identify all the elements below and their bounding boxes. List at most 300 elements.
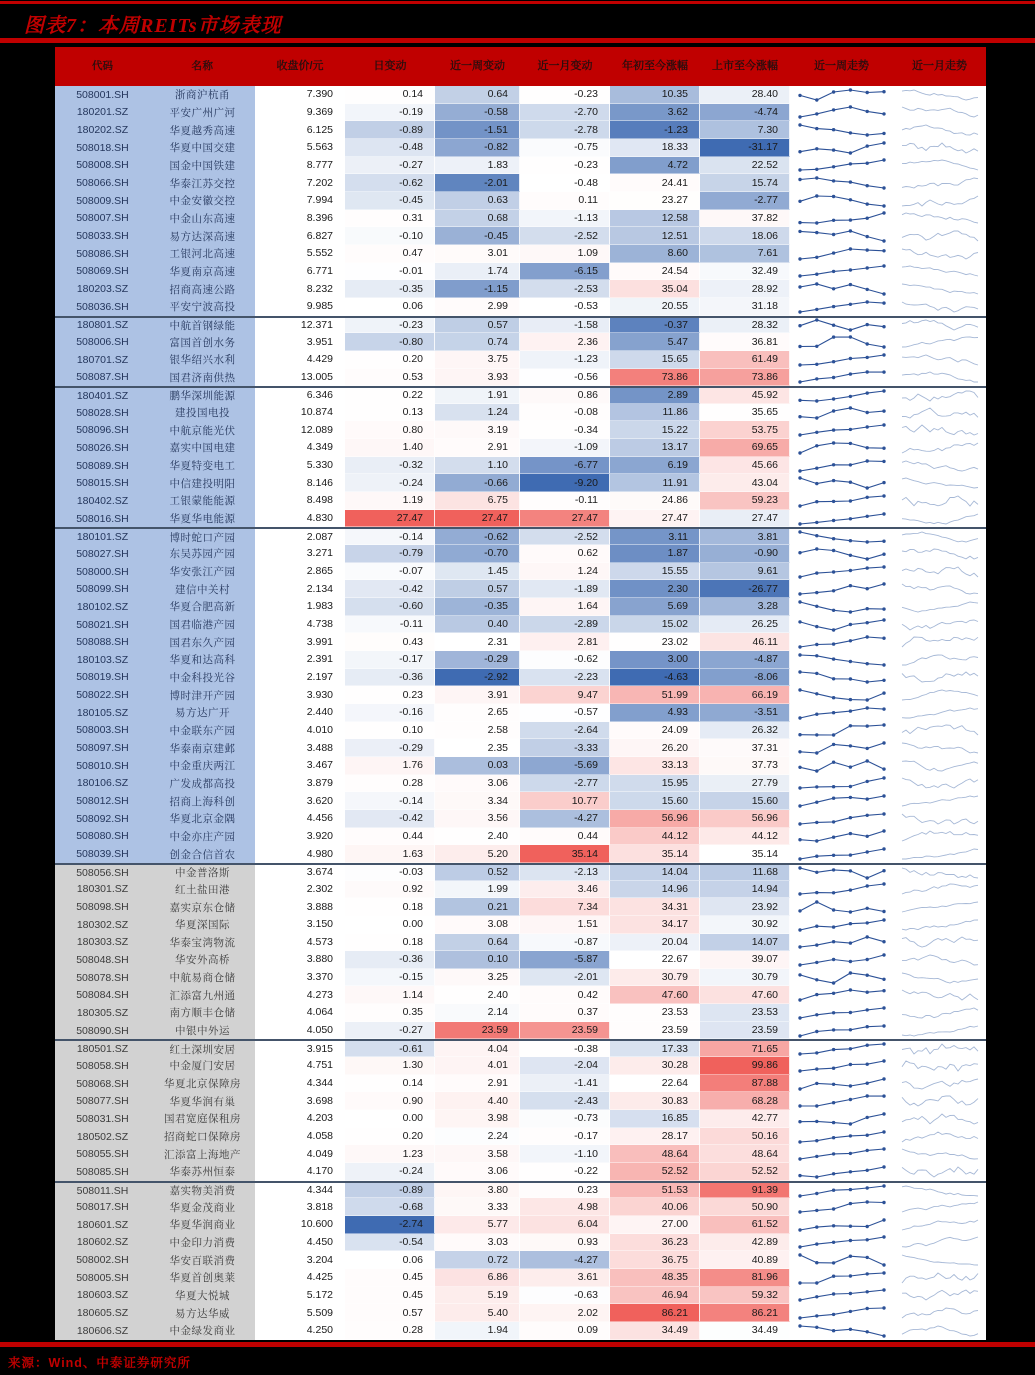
cell-code: 180203.SZ — [55, 280, 150, 298]
cell-listing-change: 35.14 — [700, 845, 790, 863]
cell-name: 招商高速公路 — [150, 280, 255, 298]
table-row — [55, 510, 986, 528]
cell-code: 180605.SZ — [55, 1304, 150, 1322]
table-row — [55, 563, 986, 581]
cell-ytd-change: 51.99 — [610, 686, 700, 704]
table-row — [55, 881, 986, 899]
cell-name: 平安宁波高投 — [150, 298, 255, 316]
cell-day-change: 0.23 — [345, 686, 435, 704]
cell-name: 中航首钢绿能 — [150, 318, 255, 334]
cell-day-change: 0.20 — [345, 1128, 435, 1146]
week-trend-sparkline — [790, 722, 893, 740]
cell-ytd-change: 47.60 — [610, 986, 700, 1004]
cell-day-change: 1.19 — [345, 492, 435, 510]
week-trend-sparkline — [790, 563, 893, 581]
cell-listing-change: 59.32 — [700, 1287, 790, 1305]
cell-week-change: 2.91 — [435, 439, 520, 457]
week-trend-sparkline — [790, 157, 893, 175]
month-trend-sparkline — [893, 563, 986, 581]
month-trend-sparkline — [893, 1145, 986, 1163]
cell-month-change: -4.27 — [520, 810, 610, 828]
month-trend-sparkline — [893, 810, 986, 828]
cell-listing-change: 86.21 — [700, 1304, 790, 1322]
cell-day-change: -0.11 — [345, 616, 435, 634]
cell-name: 中金重庆两江 — [150, 757, 255, 775]
cell-day-change: 0.57 — [345, 1304, 435, 1322]
cell-month-change: 4.98 — [520, 1198, 610, 1216]
table-row — [55, 580, 986, 598]
week-trend-sparkline — [790, 1198, 893, 1216]
cell-week-change: 5.77 — [435, 1216, 520, 1234]
cell-ytd-change: 56.96 — [610, 810, 700, 828]
week-trend-sparkline — [790, 616, 893, 634]
cell-month-change: 0.62 — [520, 545, 610, 563]
month-trend-sparkline — [893, 722, 986, 740]
cell-close-price: 5.172 — [255, 1287, 345, 1305]
week-trend-sparkline — [790, 1216, 893, 1234]
cell-close-price: 5.509 — [255, 1304, 345, 1322]
cell-close-price: 4.010 — [255, 722, 345, 740]
table-row — [55, 1039, 986, 1057]
cell-week-change: -0.45 — [435, 227, 520, 245]
cell-name: 华夏华润有巢 — [150, 1092, 255, 1110]
table-row — [55, 951, 986, 969]
cell-week-change: 0.40 — [435, 616, 520, 634]
cell-month-change: 1.09 — [520, 245, 610, 263]
cell-close-price: 2.134 — [255, 580, 345, 598]
month-trend-sparkline — [893, 298, 986, 316]
cell-day-change: -0.14 — [345, 792, 435, 810]
cell-name: 创金合信首农 — [150, 845, 255, 863]
cell-name: 中金山东高速 — [150, 210, 255, 228]
cell-week-change: -0.62 — [435, 529, 520, 545]
cell-code: 508090.SH — [55, 1022, 150, 1040]
cell-month-change: -2.77 — [520, 775, 610, 793]
cell-day-change: 1.30 — [345, 1057, 435, 1075]
month-trend-sparkline — [893, 210, 986, 228]
week-trend-sparkline — [790, 1183, 893, 1199]
month-trend-sparkline — [893, 1269, 986, 1287]
month-trend-sparkline — [893, 916, 986, 934]
week-trend-sparkline — [790, 333, 893, 351]
cell-code: 180106.SZ — [55, 775, 150, 793]
cell-month-change: -0.23 — [520, 157, 610, 175]
week-trend-sparkline — [790, 969, 893, 987]
month-trend-sparkline — [893, 439, 986, 457]
table-row — [55, 104, 986, 122]
cell-day-change: 0.18 — [345, 934, 435, 952]
cell-week-change: 1.24 — [435, 404, 520, 422]
week-trend-sparkline — [790, 210, 893, 228]
cell-week-change: 27.47 — [435, 510, 520, 528]
cell-ytd-change: 10.35 — [610, 86, 700, 104]
cell-day-change: 0.53 — [345, 369, 435, 387]
week-trend-sparkline — [790, 633, 893, 651]
cell-close-price: 7.390 — [255, 86, 345, 104]
cell-day-change: -0.36 — [345, 669, 435, 687]
cell-ytd-change: 30.28 — [610, 1057, 700, 1075]
cell-close-price: 4.425 — [255, 1269, 345, 1287]
month-trend-sparkline — [893, 1251, 986, 1269]
week-trend-sparkline — [790, 545, 893, 563]
cell-week-change: 3.19 — [435, 421, 520, 439]
cell-name: 建投国电投 — [150, 404, 255, 422]
cell-name: 华夏特变电工 — [150, 457, 255, 475]
header-name: 名称 — [191, 59, 214, 72]
cell-month-change: -5.69 — [520, 757, 610, 775]
cell-month-change: -1.09 — [520, 439, 610, 457]
week-trend-sparkline — [790, 280, 893, 298]
cell-code: 508002.SH — [55, 1251, 150, 1269]
cell-name: 国君东久产园 — [150, 633, 255, 651]
table-row — [55, 1092, 986, 1110]
cell-month-change: -0.22 — [520, 1163, 610, 1181]
month-trend-sparkline — [893, 1234, 986, 1252]
cell-day-change: 0.00 — [345, 1110, 435, 1128]
cell-close-price: 6.771 — [255, 263, 345, 281]
cell-code: 508011.SH — [55, 1183, 150, 1199]
figure-title: 图表7：本周REITs市场表现 — [24, 15, 282, 37]
cell-name: 华安张江产园 — [150, 563, 255, 581]
cell-ytd-change: 13.17 — [610, 439, 700, 457]
cell-day-change: 1.14 — [345, 986, 435, 1004]
week-trend-sparkline — [790, 529, 893, 545]
cell-ytd-change: 1.87 — [610, 545, 700, 563]
cell-day-change: 1.63 — [345, 845, 435, 863]
cell-ytd-change: 14.96 — [610, 881, 700, 899]
cell-ytd-change: 18.33 — [610, 139, 700, 157]
cell-listing-change: 36.81 — [700, 333, 790, 351]
cell-listing-change: 42.77 — [700, 1110, 790, 1128]
cell-day-change: 0.92 — [345, 881, 435, 899]
week-trend-sparkline — [790, 298, 893, 316]
cell-code: 508087.SH — [55, 369, 150, 387]
cell-listing-change: 44.12 — [700, 828, 790, 846]
month-trend-sparkline — [893, 1322, 986, 1340]
cell-listing-change: 27.47 — [700, 510, 790, 528]
cell-name: 红土盐田港 — [150, 881, 255, 899]
cell-name: 工银河北高速 — [150, 245, 255, 263]
cell-month-change: 35.14 — [520, 845, 610, 863]
cell-close-price: 12.371 — [255, 318, 345, 334]
table-row — [55, 1181, 986, 1199]
cell-name: 南方顺丰仓储 — [150, 1004, 255, 1022]
cell-week-change: 1.99 — [435, 881, 520, 899]
cell-day-change: 0.43 — [345, 633, 435, 651]
cell-code: 508092.SH — [55, 810, 150, 828]
cell-listing-change: 87.88 — [700, 1075, 790, 1093]
cell-week-change: 3.25 — [435, 969, 520, 987]
cell-month-change: -4.27 — [520, 1251, 610, 1269]
cell-listing-change: -0.90 — [700, 545, 790, 563]
cell-week-change: 4.04 — [435, 1041, 520, 1057]
cell-name: 嘉实京东仓储 — [150, 898, 255, 916]
table-row — [55, 1145, 986, 1163]
cell-code: 180701.SZ — [55, 351, 150, 369]
table-row — [55, 969, 986, 987]
cell-day-change: 0.80 — [345, 421, 435, 439]
cell-listing-change: 28.92 — [700, 280, 790, 298]
cell-week-change: 6.75 — [435, 492, 520, 510]
cell-code: 508080.SH — [55, 828, 150, 846]
month-trend-sparkline — [893, 192, 986, 210]
cell-month-change: -0.34 — [520, 421, 610, 439]
table-row — [55, 686, 986, 704]
cell-listing-change: 61.49 — [700, 351, 790, 369]
cell-listing-change: 7.61 — [700, 245, 790, 263]
cell-week-change: -1.15 — [435, 280, 520, 298]
month-trend-sparkline — [893, 404, 986, 422]
cell-code: 508026.SH — [55, 439, 150, 457]
cell-code: 508016.SH — [55, 510, 150, 528]
cell-close-price: 2.865 — [255, 563, 345, 581]
cell-close-price: 4.738 — [255, 616, 345, 634]
cell-week-change: 5.40 — [435, 1304, 520, 1322]
cell-code: 508086.SH — [55, 245, 150, 263]
cell-week-change: 1.94 — [435, 1322, 520, 1340]
cell-close-price: 4.250 — [255, 1322, 345, 1340]
cell-day-change: -0.32 — [345, 457, 435, 475]
month-trend-sparkline — [893, 969, 986, 987]
cell-week-change: 0.52 — [435, 865, 520, 881]
cell-close-price: 6.125 — [255, 121, 345, 139]
cell-month-change: 9.47 — [520, 686, 610, 704]
cell-code: 508003.SH — [55, 722, 150, 740]
cell-listing-change: 3.28 — [700, 598, 790, 616]
month-trend-sparkline — [893, 881, 986, 899]
cell-close-price: 4.429 — [255, 351, 345, 369]
cell-name: 博时蛇口产园 — [150, 529, 255, 545]
cell-day-change: 0.22 — [345, 388, 435, 404]
cell-name: 中航京能光伏 — [150, 421, 255, 439]
cell-day-change: -0.24 — [345, 1163, 435, 1181]
week-trend-sparkline — [790, 263, 893, 281]
cell-close-price: 3.150 — [255, 916, 345, 934]
month-trend-sparkline — [893, 598, 986, 616]
cell-code: 180602.SZ — [55, 1234, 150, 1252]
cell-close-price: 3.204 — [255, 1251, 345, 1269]
cell-listing-change: 28.40 — [700, 86, 790, 104]
cell-month-change: -2.23 — [520, 669, 610, 687]
cell-week-change: 2.99 — [435, 298, 520, 316]
cell-day-change: -0.79 — [345, 545, 435, 563]
cell-week-change: 2.40 — [435, 986, 520, 1004]
cell-name: 易方达深高速 — [150, 227, 255, 245]
week-trend-sparkline — [790, 1004, 893, 1022]
cell-ytd-change: 27.00 — [610, 1216, 700, 1234]
cell-name: 富国首创水务 — [150, 333, 255, 351]
month-trend-sparkline — [893, 86, 986, 104]
cell-name: 银华绍兴水利 — [150, 351, 255, 369]
cell-listing-change: 40.89 — [700, 1251, 790, 1269]
cell-week-change: 1.10 — [435, 457, 520, 475]
cell-code: 508019.SH — [55, 669, 150, 687]
week-trend-sparkline — [790, 651, 893, 669]
cell-day-change: -0.36 — [345, 951, 435, 969]
cell-ytd-change: 8.60 — [610, 245, 700, 263]
cell-listing-change: 42.89 — [700, 1234, 790, 1252]
cell-month-change: 0.44 — [520, 828, 610, 846]
week-trend-sparkline — [790, 986, 893, 1004]
cell-week-change: -2.92 — [435, 669, 520, 687]
cell-name: 东吴苏园产园 — [150, 545, 255, 563]
cell-listing-change: 18.06 — [700, 227, 790, 245]
cell-code: 508007.SH — [55, 210, 150, 228]
week-trend-sparkline — [790, 1128, 893, 1146]
cell-code: 508022.SH — [55, 686, 150, 704]
cell-ytd-change: 86.21 — [610, 1304, 700, 1322]
cell-week-change: -0.29 — [435, 651, 520, 669]
cell-day-change: 0.18 — [345, 898, 435, 916]
cell-day-change: -0.27 — [345, 1022, 435, 1040]
table-row — [55, 174, 986, 192]
cell-name: 招商上海科创 — [150, 792, 255, 810]
cell-listing-change: 34.49 — [700, 1322, 790, 1340]
cell-code: 508012.SH — [55, 792, 150, 810]
cell-listing-change: 27.79 — [700, 775, 790, 793]
cell-name: 华夏越秀高速 — [150, 121, 255, 139]
cell-week-change: 4.01 — [435, 1057, 520, 1075]
cell-day-change: -0.48 — [345, 139, 435, 157]
month-trend-sparkline — [893, 104, 986, 122]
cell-name: 华安外高桥 — [150, 951, 255, 969]
table-row — [55, 916, 986, 934]
table-row — [55, 192, 986, 210]
cell-week-change: 2.35 — [435, 739, 520, 757]
cell-name: 博时津开产园 — [150, 686, 255, 704]
cell-name: 华夏北京金隅 — [150, 810, 255, 828]
cell-close-price: 8.498 — [255, 492, 345, 510]
cell-code: 508068.SH — [55, 1075, 150, 1093]
cell-day-change: 0.45 — [345, 1269, 435, 1287]
cell-close-price: 8.396 — [255, 210, 345, 228]
cell-month-change: 0.09 — [520, 1322, 610, 1340]
table-row — [55, 1110, 986, 1128]
table-row — [55, 1004, 986, 1022]
header-ytd-gain: 年初至今涨幅 — [622, 60, 688, 73]
cell-ytd-change: 16.85 — [610, 1110, 700, 1128]
cell-week-change: 4.40 — [435, 1092, 520, 1110]
week-trend-sparkline — [790, 775, 893, 793]
week-trend-sparkline — [790, 598, 893, 616]
cell-month-change: 27.47 — [520, 510, 610, 528]
cell-day-change: -0.62 — [345, 174, 435, 192]
cell-month-change: 0.23 — [520, 1183, 610, 1199]
week-trend-sparkline — [790, 739, 893, 757]
table-row — [55, 421, 986, 439]
cell-listing-change: 26.32 — [700, 722, 790, 740]
month-trend-sparkline — [893, 1092, 986, 1110]
week-trend-sparkline — [790, 86, 893, 104]
table-row — [55, 457, 986, 475]
cell-listing-change: 22.52 — [700, 157, 790, 175]
cell-day-change: 0.06 — [345, 1251, 435, 1269]
cell-day-change: 0.45 — [345, 1287, 435, 1305]
cell-month-change: -2.70 — [520, 104, 610, 122]
cell-week-change: 0.64 — [435, 934, 520, 952]
cell-listing-change: 32.49 — [700, 263, 790, 281]
cell-month-change: -2.13 — [520, 865, 610, 881]
cell-day-change: -0.29 — [345, 739, 435, 757]
cell-week-change: 3.03 — [435, 1234, 520, 1252]
cell-listing-change: 68.28 — [700, 1092, 790, 1110]
cell-week-change: 3.93 — [435, 369, 520, 387]
cell-week-change: 0.72 — [435, 1251, 520, 1269]
month-trend-sparkline — [893, 1110, 986, 1128]
cell-ytd-change: 15.65 — [610, 351, 700, 369]
cell-month-change: 0.86 — [520, 388, 610, 404]
cell-day-change: 0.14 — [345, 86, 435, 104]
cell-listing-change: 26.25 — [700, 616, 790, 634]
cell-close-price: 1.983 — [255, 598, 345, 616]
cell-code: 508069.SH — [55, 263, 150, 281]
cell-close-price: 2.440 — [255, 704, 345, 722]
cell-name: 红土深圳安居 — [150, 1041, 255, 1057]
cell-code: 508056.SH — [55, 865, 150, 881]
cell-listing-change: 56.96 — [700, 810, 790, 828]
month-trend-sparkline — [893, 739, 986, 757]
month-trend-sparkline — [893, 139, 986, 157]
week-trend-sparkline — [790, 104, 893, 122]
cell-week-change: 3.58 — [435, 1145, 520, 1163]
cell-name: 国君济南供热 — [150, 369, 255, 387]
cell-listing-change: -4.87 — [700, 651, 790, 669]
table-row — [55, 139, 986, 157]
month-trend-sparkline — [893, 121, 986, 139]
week-trend-sparkline — [790, 1287, 893, 1305]
cell-code: 180103.SZ — [55, 651, 150, 669]
cell-close-price: 9.369 — [255, 104, 345, 122]
cell-ytd-change: 4.72 — [610, 157, 700, 175]
source-note: 来源：Wind、中泰证券研究所 — [8, 1356, 191, 1370]
cell-close-price: 4.349 — [255, 439, 345, 457]
cell-close-price: 4.064 — [255, 1004, 345, 1022]
cell-day-change: 1.23 — [345, 1145, 435, 1163]
month-trend-sparkline — [893, 545, 986, 563]
table-row — [55, 210, 986, 228]
cell-close-price: 3.467 — [255, 757, 345, 775]
cell-code: 508009.SH — [55, 192, 150, 210]
header-week-trend: 近一周走势 — [790, 60, 893, 72]
week-trend-sparkline — [790, 369, 893, 387]
cell-listing-change: 47.60 — [700, 986, 790, 1004]
cell-ytd-change: 40.06 — [610, 1198, 700, 1216]
week-trend-sparkline — [790, 174, 893, 192]
cell-name: 浙商沪杭甬 — [150, 86, 255, 104]
week-trend-sparkline — [790, 580, 893, 598]
week-trend-sparkline — [790, 669, 893, 687]
cell-listing-change: 15.60 — [700, 792, 790, 810]
cell-month-change: -1.10 — [520, 1145, 610, 1163]
cell-week-change: 5.20 — [435, 845, 520, 863]
cell-week-change: 3.34 — [435, 792, 520, 810]
cell-close-price: 4.830 — [255, 510, 345, 528]
cell-name: 中金安徽交控 — [150, 192, 255, 210]
cell-name: 中金普洛斯 — [150, 865, 255, 881]
cell-ytd-change: 30.83 — [610, 1092, 700, 1110]
cell-close-price: 4.450 — [255, 1234, 345, 1252]
cell-code: 180606.SZ — [55, 1322, 150, 1340]
month-trend-sparkline — [893, 318, 986, 334]
cell-month-change: -1.13 — [520, 210, 610, 228]
cell-name: 中信建投明阳 — [150, 474, 255, 492]
cell-month-change: -0.48 — [520, 174, 610, 192]
table-row — [55, 545, 986, 563]
table-row — [55, 263, 986, 281]
month-trend-sparkline — [893, 686, 986, 704]
table-row — [55, 598, 986, 616]
cell-ytd-change: -4.63 — [610, 669, 700, 687]
